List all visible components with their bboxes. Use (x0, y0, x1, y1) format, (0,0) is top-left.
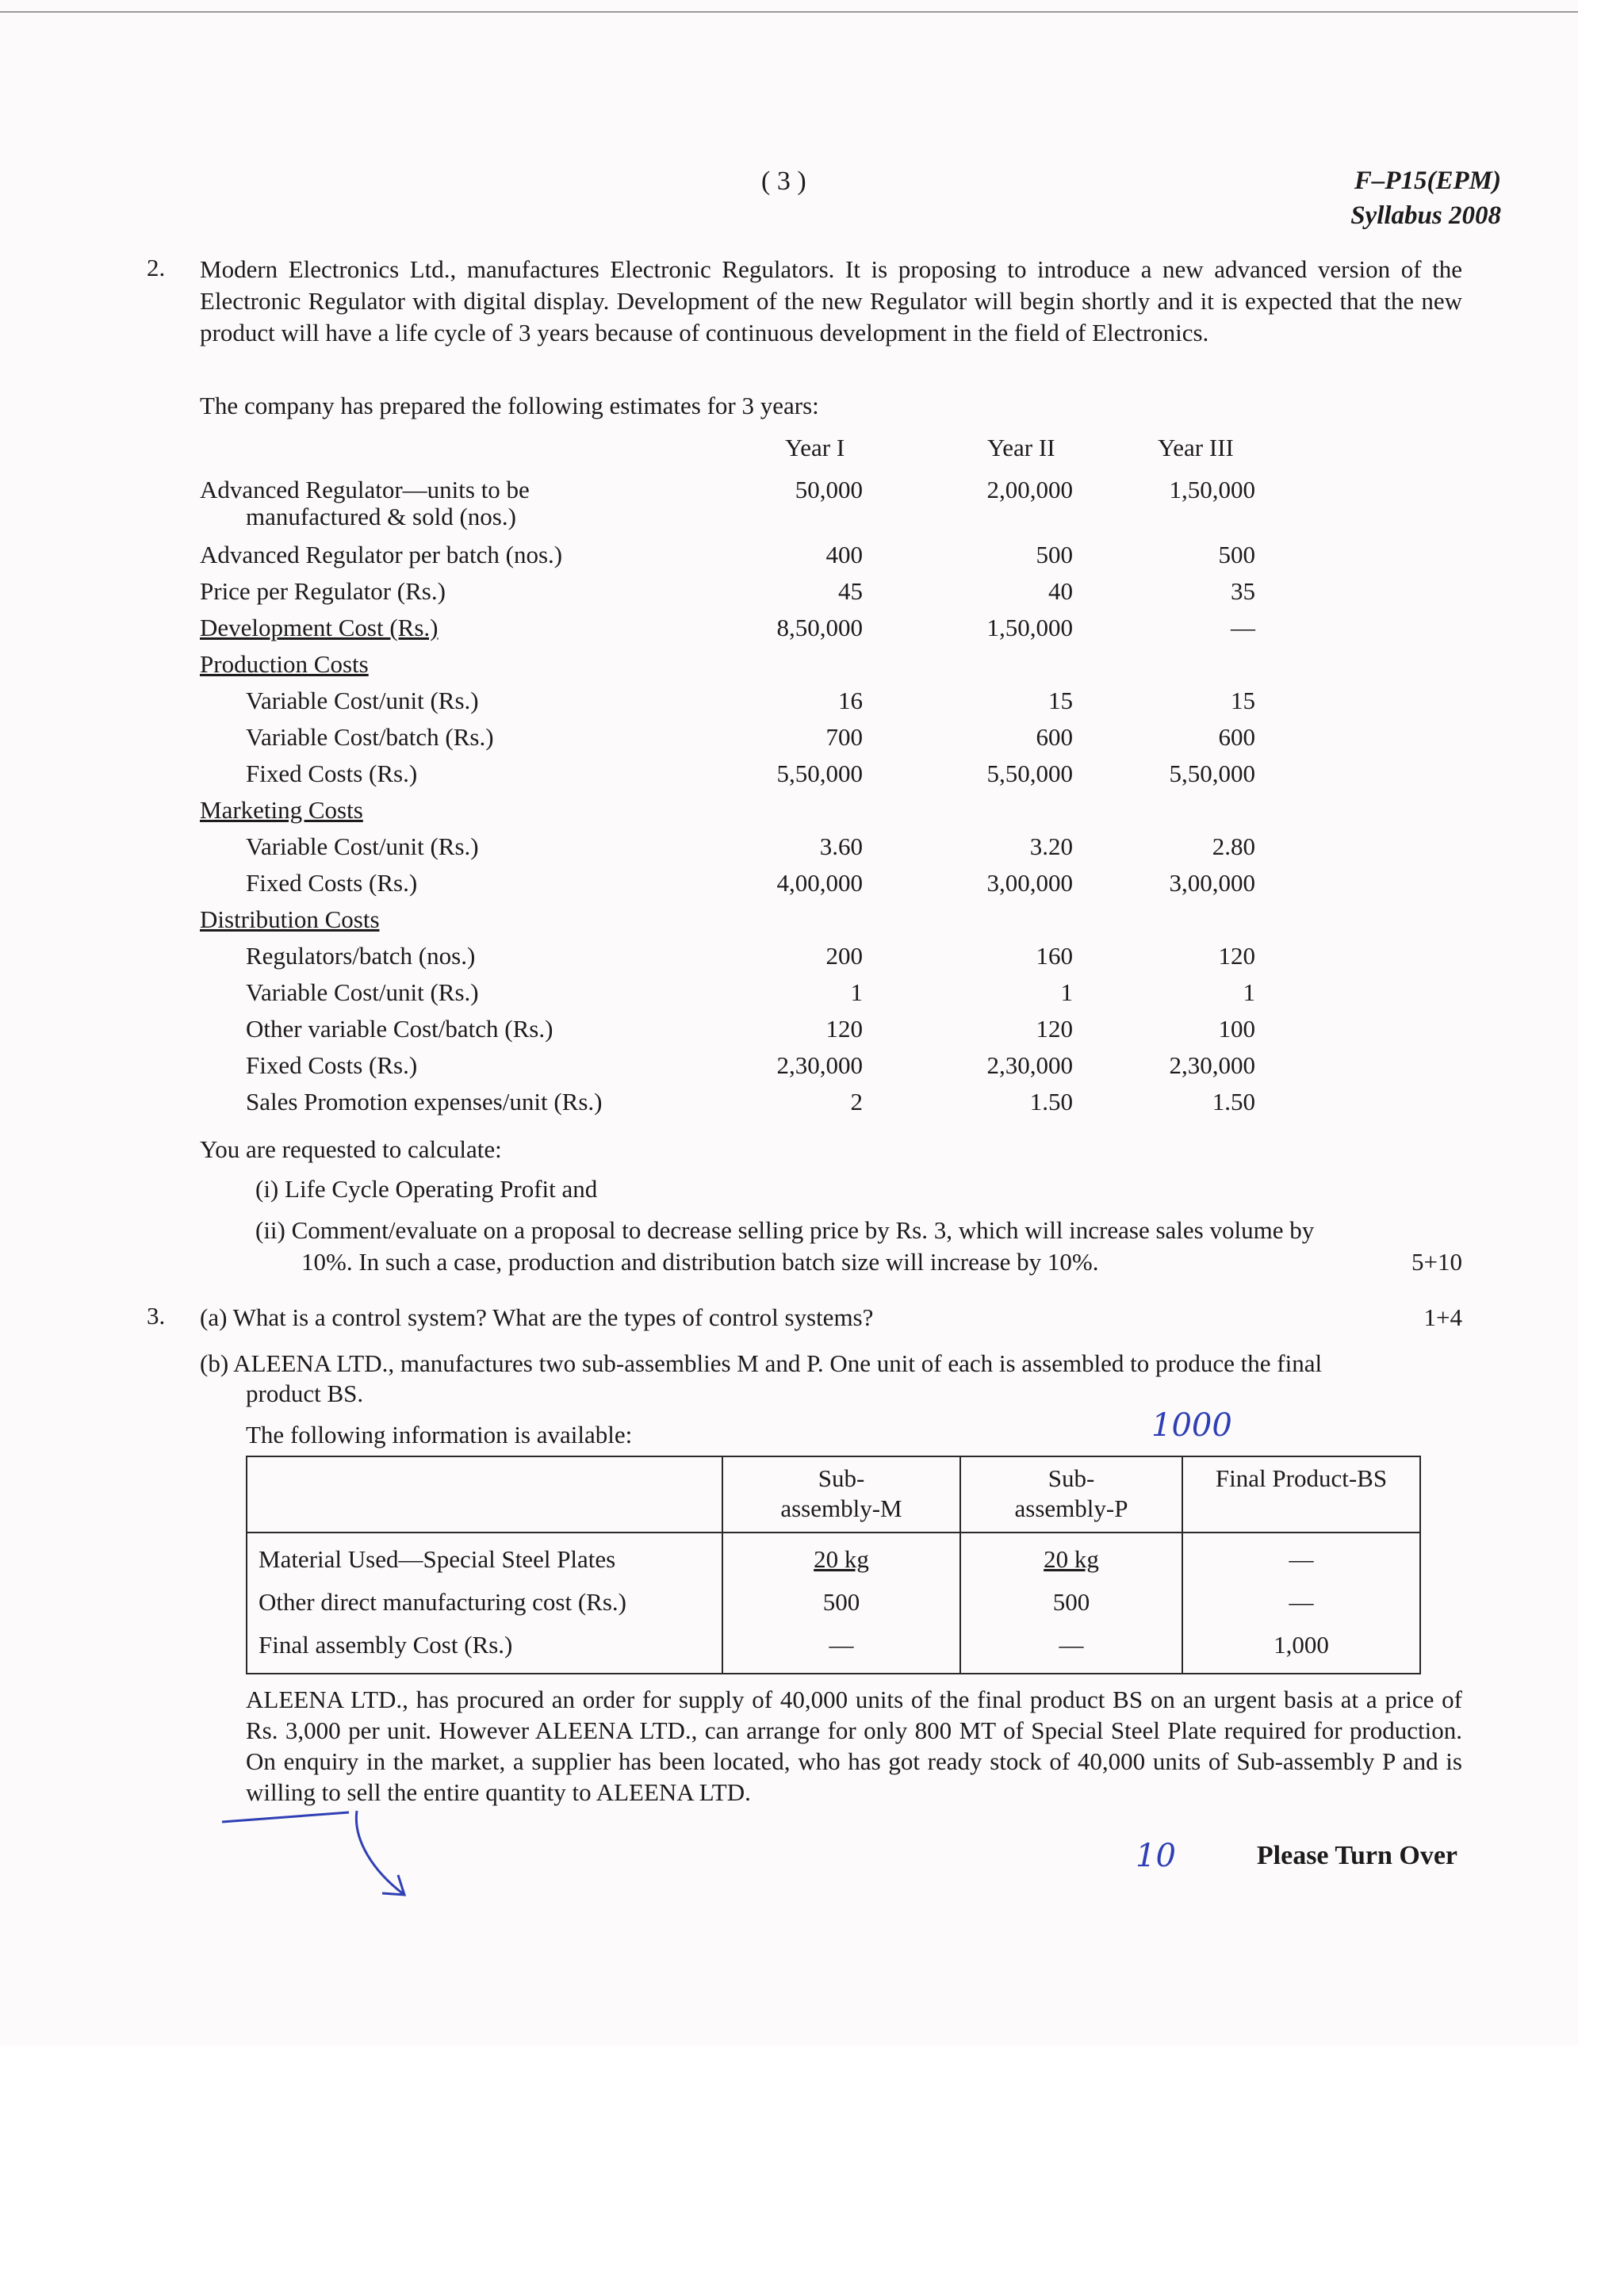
table-header-m (722, 1456, 960, 1533)
info-line: The following information is available: (246, 1421, 633, 1448)
row-value: 700 (825, 723, 863, 751)
row-value: 1 (1060, 978, 1073, 1006)
row-value: 1,50,000 (1169, 476, 1255, 503)
part-i: (i) Life Cycle Operating Profit and (255, 1175, 598, 1203)
request-line: You are requested to calculate: (200, 1135, 502, 1163)
table-col-p (960, 1533, 1182, 1674)
row-value: 1 (850, 978, 863, 1006)
table-body-row (247, 1533, 1420, 1674)
estimates-intro: The company has prepared the following estimates for 3 years: (200, 392, 819, 419)
row-value: 5,50,000 (1169, 760, 1255, 787)
paper-code-block (1350, 163, 1501, 233)
row-value: 4,00,000 (776, 869, 863, 897)
row-value: 400 (825, 541, 863, 568)
table-header-blank (247, 1456, 722, 1533)
row-value: 100 (1218, 1015, 1255, 1043)
row-value: 2,30,000 (1169, 1051, 1255, 1079)
row-label: Fixed Costs (Rs.) (246, 760, 418, 787)
row-value: 200 (825, 942, 863, 970)
row-label: Regulators/batch (nos.) (246, 942, 476, 970)
row-label: Fixed Costs (Rs.) (246, 869, 418, 897)
table-cell: 500 (822, 1588, 860, 1616)
row-value: 2.80 (1212, 832, 1255, 860)
table-cell: — (1059, 1631, 1084, 1659)
header-p-line1: Sub- (1048, 1464, 1095, 1492)
col-year-2: Year II (987, 434, 1055, 461)
q2-marks: 5+10 (1411, 1248, 1462, 1276)
row-label: Variable Cost/unit (Rs.) (246, 978, 479, 1006)
part-ii-line2: 10%. In such a case, production and distribution batch size will increase by 10%. (301, 1248, 1099, 1276)
row-value: 1.50 (1029, 1088, 1073, 1115)
row-value: 120 (1036, 1015, 1073, 1043)
section-marketing-costs: Marketing Costs (200, 796, 363, 824)
row-value: 500 (1036, 541, 1073, 568)
row-value: 45 (838, 577, 863, 605)
row-label: Development Cost (Rs.) (200, 614, 439, 641)
question-2-intro: Modern Electronics Ltd., manufactures Electronic Regulators. It is proposing to introduce a new advanced version of the Electronic Regulator with digital display. Development of the new Regulator will begin shortly and it is expected that the new product will have a life cycle of 3 years because of continuous development in the field of Electronics. (200, 255, 1462, 346)
row-label-cont: manufactured & sold (nos.) (246, 503, 516, 530)
table-cell: 500 (1052, 1588, 1090, 1616)
row-value: 1 (1243, 978, 1255, 1006)
row-value: 120 (825, 1015, 863, 1043)
row-label: Sales Promotion expenses/unit (Rs.) (246, 1088, 603, 1115)
table-header-bs: Final Product-BS (1182, 1456, 1420, 1533)
row-value: 2,00,000 (986, 476, 1073, 503)
table-row-label: Final assembly Cost (Rs.) (259, 1631, 513, 1659)
row-value: 50,000 (795, 476, 863, 503)
please-turn-over: Please Turn Over (1256, 1841, 1457, 1870)
table-labels (247, 1533, 722, 1674)
row-value: 15 (1048, 687, 1073, 714)
row-value: — (1231, 614, 1255, 641)
table-col-bs (1182, 1533, 1420, 1674)
row-label: Variable Cost/batch (Rs.) (246, 723, 494, 751)
section-production-costs: Production Costs (200, 650, 369, 678)
question-2-number: 2. (147, 254, 166, 281)
table-cell: 20 kg (1044, 1545, 1099, 1573)
row-value: 3.20 (1029, 832, 1073, 860)
table-cell: — (829, 1631, 854, 1659)
row-value: 1.50 (1212, 1088, 1255, 1115)
row-value: 15 (1231, 687, 1255, 714)
table-header-p (960, 1456, 1182, 1533)
table-header-row (247, 1456, 1420, 1533)
question-3-number: 3. (147, 1302, 166, 1330)
syllabus-label: Syllabus 2008 (1350, 201, 1501, 230)
section-distribution-costs: Distribution Costs (200, 905, 380, 933)
handwritten-note-bottom: 10 (1136, 1838, 1176, 1874)
row-value: 500 (1218, 541, 1255, 568)
row-value: 2,30,000 (776, 1051, 863, 1079)
row-value: 5,50,000 (776, 760, 863, 787)
subassembly-table (246, 1456, 1421, 1674)
q3a-text: (a) What is a control system? What are the types of control systems? (200, 1303, 874, 1331)
row-value: 35 (1231, 577, 1255, 605)
table-col-m (722, 1533, 960, 1674)
row-value: 5,50,000 (986, 760, 1073, 787)
row-label: Price per Regulator (Rs.) (200, 577, 446, 605)
handwritten-note-top: 1000 (1151, 1407, 1232, 1444)
row-value: 3,00,000 (1169, 869, 1255, 897)
row-value: 600 (1036, 723, 1073, 751)
page-number: ( 3 ) (761, 166, 806, 196)
row-value: 160 (1036, 942, 1073, 970)
table-cell: — (1289, 1545, 1314, 1573)
header-p-line2: assembly-P (1014, 1494, 1128, 1522)
q3b-line1: (b) ALEENA LTD., manufactures two sub-assemblies M and P. One unit of each is assembled to produce the final (200, 1349, 1323, 1377)
row-value: 8,50,000 (776, 614, 863, 641)
handwritten-arrow-icon (214, 1800, 452, 1911)
row-value: 3.60 (819, 832, 863, 860)
header-m-line1: Sub- (818, 1464, 865, 1492)
q3-closing-paragraph: ALEENA LTD., has procured an order for supply of 40,000 units of the final product BS on an urgent basis at a price of Rs. 3,000 per unit. However ALEENA LTD., can arrange for only 800 MT of Special Steel Plate required for production. On enquiry in the market, a supplier has been located, who has got ready stock of 40,000 units of Sub-assembly P and is willing to sell the entire quantity to ALEENA LTD. (246, 1686, 1462, 1806)
row-label: Advanced Regulator per batch (nos.) (200, 541, 563, 568)
row-value: 120 (1218, 942, 1255, 970)
table-cell: 20 kg (814, 1545, 869, 1573)
row-value: 16 (838, 687, 863, 714)
row-label: Variable Cost/unit (Rs.) (246, 687, 479, 714)
row-value: 600 (1218, 723, 1255, 751)
row-value: 1,50,000 (986, 614, 1073, 641)
col-year-3: Year III (1158, 434, 1234, 461)
row-label: Advanced Regulator—units to be (200, 476, 530, 503)
table-row-label: Other direct manufacturing cost (Rs.) (259, 1588, 626, 1616)
row-value: 3,00,000 (986, 869, 1073, 897)
col-year-1: Year I (785, 434, 845, 461)
row-value: 40 (1048, 577, 1073, 605)
row-label: Variable Cost/unit (Rs.) (246, 832, 479, 860)
table-cell: — (1289, 1588, 1314, 1616)
part-ii-line1: (ii) Comment/evaluate on a proposal to decrease selling price by Rs. 3, which will increase sales volume by (255, 1216, 1315, 1244)
table-cell: 1,000 (1274, 1631, 1329, 1659)
row-label: Fixed Costs (Rs.) (246, 1051, 418, 1079)
row-label: Other variable Cost/batch (Rs.) (246, 1015, 553, 1043)
q3a-marks: 1+4 (1423, 1303, 1462, 1331)
row-value: 2 (850, 1088, 863, 1115)
table-row-label: Material Used—Special Steel Plates (259, 1545, 616, 1573)
q3b-line2: product BS. (246, 1380, 364, 1407)
header-m-line2: assembly-M (780, 1494, 902, 1522)
row-value: 2,30,000 (986, 1051, 1073, 1079)
paper-code: F–P15(EPM) (1354, 166, 1501, 195)
